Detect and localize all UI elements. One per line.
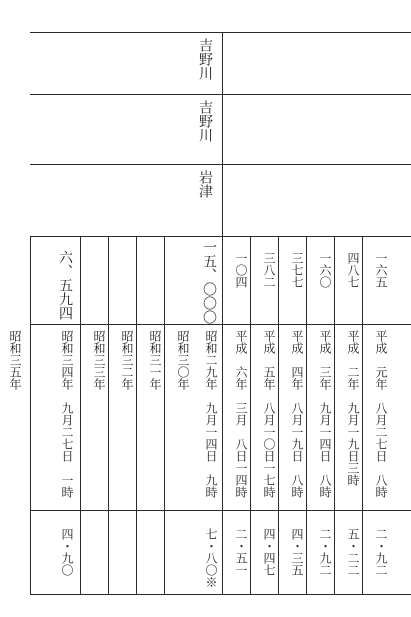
table-cell-date: 昭和二九年 九月一四日 九時	[204, 330, 218, 498]
table-cell-date: 平成 六年 三月 八日一四時	[234, 330, 248, 498]
table-cell-level: 四・三五	[290, 528, 304, 576]
river-name-3: 岩津	[197, 170, 213, 198]
table-cell-date: 昭和三四年 九月二七日 一時	[60, 330, 74, 498]
table-cell-value: 一〇四	[234, 252, 248, 288]
column-divider	[136, 236, 137, 594]
table-cell-value: 一六五	[374, 252, 388, 288]
column-divider	[164, 236, 165, 594]
column-divider	[108, 236, 109, 594]
table-cell-date: 平成 三年 九月一四日 八時	[318, 330, 332, 498]
column-divider	[306, 236, 307, 594]
top-rule	[30, 32, 411, 33]
table-cell-value: 四八七	[346, 252, 360, 288]
column-divider	[250, 236, 251, 594]
column-divider	[334, 236, 335, 594]
table-cell-level: 二・五一	[234, 528, 248, 576]
table-cell-level: 四・四七	[262, 528, 276, 576]
table-cell-date: 昭和三一年	[148, 330, 162, 390]
river-name-1: 吉野川	[197, 38, 213, 80]
table-cell-value: 一五、〇〇〇	[201, 240, 217, 324]
column-divider	[222, 236, 223, 594]
table-cell-level: 二・九二	[374, 528, 388, 576]
river-name-2: 吉野川	[197, 100, 213, 142]
column-divider	[278, 236, 279, 594]
table-mid-rule	[30, 324, 411, 325]
table-cell-date: 昭和三三年	[92, 330, 106, 390]
section-rule-1	[30, 94, 411, 95]
column-divider	[80, 236, 81, 594]
table-top-rule	[30, 236, 411, 237]
table-cell-date: 昭和三二年	[120, 330, 134, 390]
column-divider	[30, 236, 31, 594]
table-cell-level: 五・二二	[346, 528, 360, 576]
column-divider	[362, 236, 363, 594]
table-cell-date: 昭和三五年	[8, 330, 22, 390]
table-cell-date: 平成 元年 八月二七日 八時	[374, 330, 388, 498]
table-cell-value: 三七七	[290, 252, 304, 288]
section-rule-2	[30, 164, 411, 165]
table-cell-date: 昭和三〇年	[176, 330, 190, 390]
table-cell-level: 四・九〇	[60, 528, 74, 576]
table-lower-rule	[30, 510, 411, 511]
table-cell-level: 二・九二	[318, 528, 332, 576]
table-cell-value: 六、五九四	[57, 250, 73, 320]
table-cell-date: 平成 五年 八月一〇日一七時	[262, 330, 276, 498]
table-cell-date: 平成 四年 八月一九日 八時	[290, 330, 304, 498]
upper-divider	[222, 32, 223, 236]
table-bottom-rule	[30, 594, 411, 595]
table-cell-date: 平成 二年 九月一九日三時	[346, 330, 360, 486]
table-cell-value: 三八二	[262, 252, 276, 288]
table-cell-value: 一六〇	[318, 252, 332, 288]
table-cell-level: 七・八〇※	[204, 528, 218, 588]
